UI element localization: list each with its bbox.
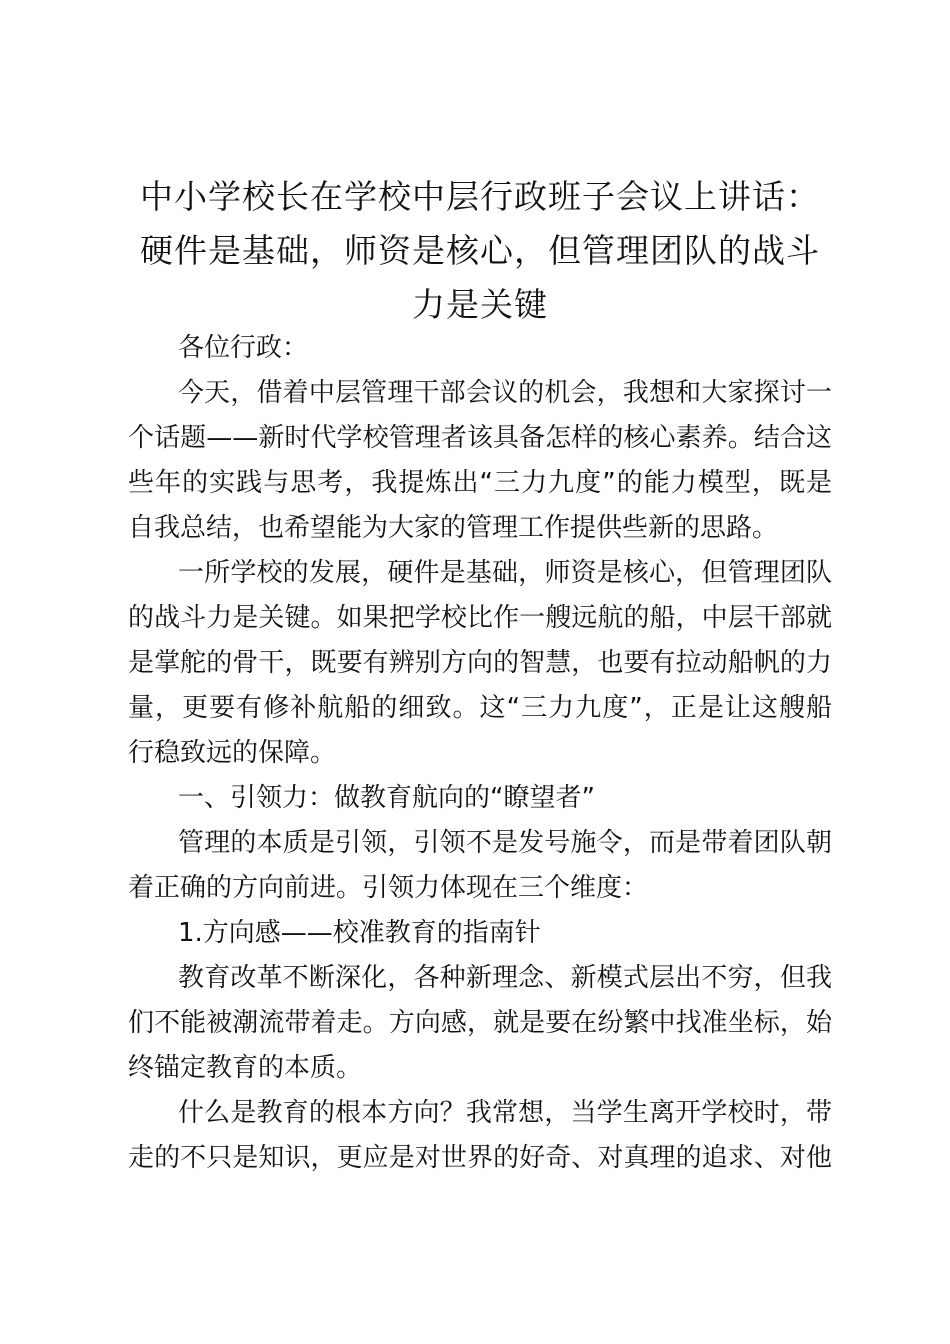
paragraph-line: 的战斗力是关键。如果把学校比作一艘远航的船，中层干部就	[128, 603, 832, 633]
subsection-heading: 1.方向感——校准教育的指南针	[178, 918, 541, 948]
document-title	[128, 170, 832, 332]
paragraph-line: 今天，借着中层管理干部会议的机会，我想和大家探讨一	[178, 378, 832, 408]
title-line: 硬件是基础，师资是核心，但管理团队的战斗	[140, 231, 820, 270]
paragraph-line: 个话题——新时代学校管理者该具备怎样的核心素养。结合这	[128, 423, 832, 453]
paragraph-line: 管理的本质是引领，引领不是发号施令，而是带着团队朝	[178, 828, 832, 858]
paragraph-line: 教育改革不断深化，各种新理念、新模式层出不穷，但我	[178, 963, 832, 993]
document-body	[128, 326, 832, 1181]
paragraph-line: 行稳致远的保障。	[128, 738, 337, 768]
paragraph-line: 是掌舵的骨干，既要有辨别方向的智慧，也要有拉动船帆的力	[128, 648, 832, 678]
paragraph-line: 量，更要有修补航船的细致。这“三力九度”，正是让这艘船	[128, 693, 832, 723]
title-line: 中小学校长在学校中层行政班子会议上讲话：	[140, 177, 820, 216]
paragraph-line: 一所学校的发展，硬件是基础，师资是核心，但管理团队	[178, 558, 832, 588]
paragraph-line: 们不能被潮流带着走。方向感，就是要在纷繁中找准坐标，始	[128, 1008, 832, 1038]
paragraph-line: 走的不只是知识，更应是对世界的好奇、对真理的追求、对他	[128, 1143, 832, 1173]
salutation: 各位行政：	[178, 333, 309, 363]
paragraph-line: 终锚定教育的本质。	[128, 1053, 363, 1083]
paragraph-line: 什么是教育的根本方向？我常想，当学生离开学校时，带	[178, 1098, 832, 1128]
title-line: 力是关键	[412, 285, 548, 324]
paragraph-line: 自我总结，也希望能为大家的管理工作提供些新的思路。	[128, 513, 779, 543]
section-heading: 一、引领力：做教育航向的“瞭望者”	[178, 783, 595, 813]
paragraph-line: 些年的实践与思考，我提炼出“三力九度”的能力模型，既是	[128, 468, 832, 498]
paragraph-line: 着正确的方向前进。引领力体现在三个维度：	[128, 873, 649, 903]
